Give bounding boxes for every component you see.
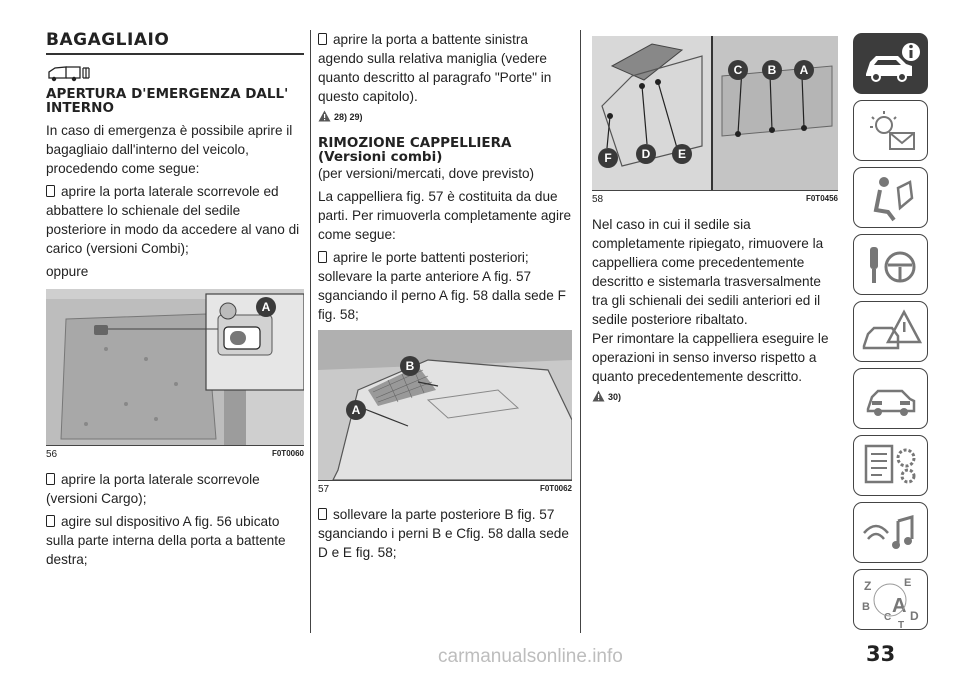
paragraph-intro: La cappelliera fig. 57 è costituita da due parti. Per rimuoverla completamente agire come segue: xyxy=(318,189,572,242)
checkbox-bullet-icon xyxy=(318,251,327,263)
checkbox-bullet-icon xyxy=(46,515,55,527)
column-1 xyxy=(46,30,304,573)
paragraph-folded-seat: Nel caso in cui il sedile sia completamente ripiegato, rimuovere la cappelliera come precedentemente descritto e sistemarla trasversalmente tra gli schienali dei sedili anteriori ed il sedile posteriore ribaltato. xyxy=(592,217,824,327)
car-info-icon xyxy=(854,34,928,94)
figure-number: 57 xyxy=(318,484,330,495)
list-item: agire sul dispositivo A fig. 56 ubicato sulla parte interna della porta a battente destra; xyxy=(46,513,286,567)
warning-triangle-icon xyxy=(318,110,331,122)
heading-emergency-opening: APERTURA D'EMERGENZA DALL' INTERNO xyxy=(46,85,289,116)
watermark-text: carmanualsonline.info xyxy=(438,646,623,667)
checkbox-bullet-icon xyxy=(46,185,55,197)
callout-a: A xyxy=(346,400,366,420)
figure-code: F0T0060 xyxy=(271,448,304,458)
warning-triangle-icon xyxy=(592,390,605,402)
chapter-sidebar xyxy=(853,33,928,636)
column-divider-1 xyxy=(310,30,311,633)
callout-e: E xyxy=(672,144,692,164)
tab-multimedia[interactable] xyxy=(853,502,928,563)
figure-56 xyxy=(46,289,304,446)
svg-text:C: C xyxy=(884,612,892,623)
key-steering-icon xyxy=(854,235,928,295)
column-3 xyxy=(592,36,838,408)
heading-parcel-shelf-removal: RIMOZIONE CAPPELLIERA (Versioni combi) xyxy=(318,135,512,165)
page-number: 33 xyxy=(866,642,896,666)
warning-lights-icon xyxy=(854,101,928,161)
callout-b: B xyxy=(762,60,782,80)
tab-safety[interactable] xyxy=(853,167,928,228)
list-item: aprire la porta a battente sinistra agendo sulla relativa maniglia (vedere quanto descritto al paragrafo "Porte" in questo capitolo). xyxy=(318,32,552,104)
svg-text:A: A xyxy=(892,595,907,617)
svg-text:T: T xyxy=(898,620,905,631)
tab-technical-data[interactable] xyxy=(853,435,928,496)
list-item: aprire la porta laterale scorrevole (versioni Cargo); xyxy=(46,471,260,506)
figure-caption xyxy=(46,449,304,460)
callout-a: A xyxy=(794,60,814,80)
tab-starting-driving[interactable] xyxy=(853,234,928,295)
tab-warning-lights[interactable] xyxy=(853,100,928,161)
paragraph-oppure: oppure xyxy=(46,263,89,279)
figure-number: 56 xyxy=(46,448,58,460)
figure-caption xyxy=(318,484,572,495)
cargo-van-icon xyxy=(46,63,304,85)
list-item: aprire le porte battenti posteriori; sollevare la parte anteriore A fig. 57 sganciando il perno A fig. 58 dalla sede F fig. 58; xyxy=(318,250,566,322)
paragraph-reassembly: Per rimontare la cappelliera eseguire le operazioni in senso inverso rispetto a quanto precedentemente descritto. xyxy=(592,331,829,384)
paragraph-intro: In caso di emergenza è possibile aprire il bagagliaio dall'interno del veicolo, procedendo come segue: xyxy=(46,122,293,176)
figure-58 xyxy=(592,36,838,191)
airbag-seat-icon xyxy=(854,168,928,228)
callout-f: F xyxy=(598,148,618,168)
figure-code: F0T0456 xyxy=(805,194,838,203)
service-car-icon xyxy=(854,369,928,429)
column-2 xyxy=(318,30,572,566)
column-divider-2 xyxy=(580,30,581,633)
multimedia-icon xyxy=(854,503,928,563)
figure-57 xyxy=(318,330,572,481)
svg-text:B: B xyxy=(862,601,870,613)
list-item: aprire la porta laterale scorrevole ed abbattere lo schienale del sedile posteriore in modo da accedere al vano di carico (versioni Combi); xyxy=(46,183,300,256)
tab-index[interactable] xyxy=(853,569,928,630)
index-icon xyxy=(854,570,928,630)
tab-car-info[interactable] xyxy=(853,33,928,94)
emergency-icon xyxy=(854,302,928,362)
technical-specs-icon xyxy=(854,436,928,496)
callout-a: A xyxy=(256,297,276,317)
tab-maintenance[interactable] xyxy=(853,368,928,429)
figure-number: 58 xyxy=(592,194,604,205)
svg-text:Z: Z xyxy=(864,579,872,593)
checkbox-bullet-icon xyxy=(318,508,327,520)
warning-reference: 30) xyxy=(592,390,838,402)
list-item: sollevare la parte posteriore B fig. 57 sganciando i perni B e Cfig. 58 dalla sede D e E fig. 58; xyxy=(318,507,569,560)
svg-text:D: D xyxy=(910,609,919,623)
checkbox-bullet-icon xyxy=(46,473,55,485)
callout-c: C xyxy=(728,60,748,80)
paragraph-subtitle: (per versioni/mercati, dove previsto) xyxy=(318,166,535,181)
title-rule xyxy=(46,53,304,55)
figure-code: F0T0062 xyxy=(539,484,572,493)
svg-text:E: E xyxy=(904,577,912,589)
warning-reference: 28) 29) xyxy=(318,110,572,122)
shelf-pins-illustration xyxy=(592,36,838,190)
section-title: BAGAGLIAIO xyxy=(46,30,170,50)
checkbox-bullet-icon xyxy=(318,33,327,45)
tab-emergency[interactable] xyxy=(853,301,928,362)
figure-caption xyxy=(592,194,838,205)
callout-d: D xyxy=(636,144,656,164)
callout-b: B xyxy=(400,356,420,376)
